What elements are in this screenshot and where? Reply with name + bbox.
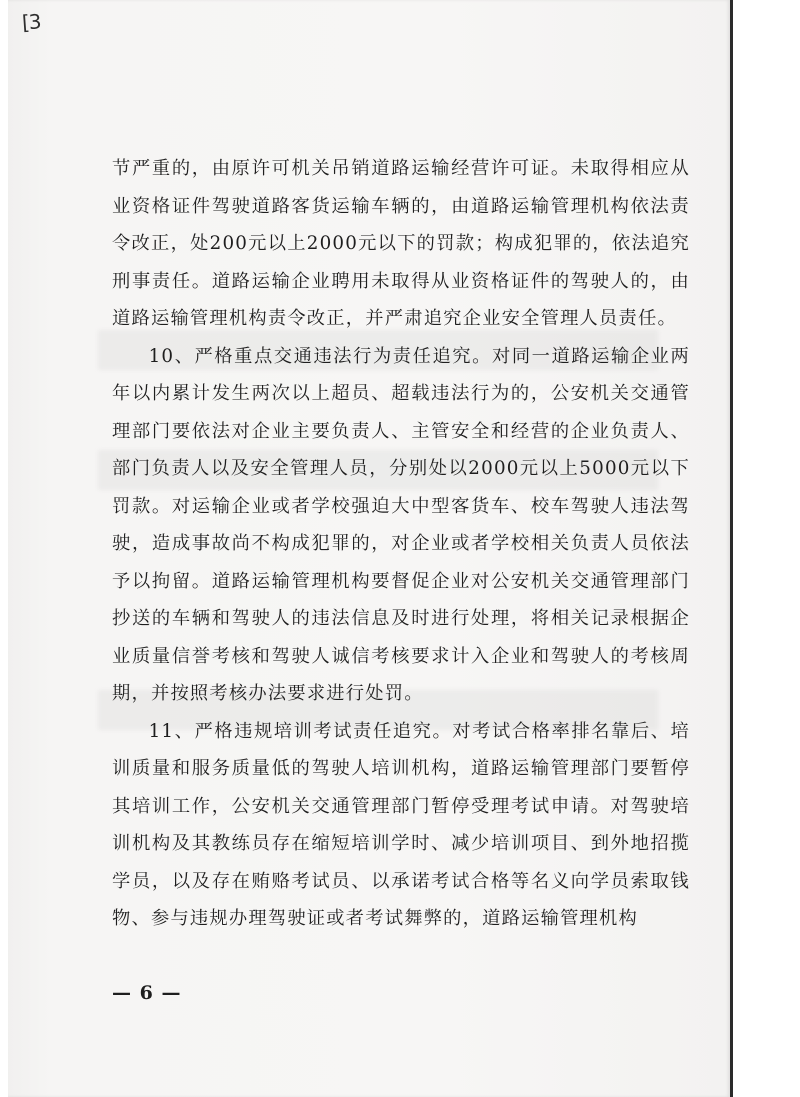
page-number: — 6 — bbox=[112, 982, 182, 1004]
handwritten-margin-mark: [3 bbox=[21, 9, 42, 35]
paragraph-item-11: 11、严格违规培训考试责任追究。对考试合格率排名靠后、培训质量和服务质量低的驾驶人培训机构，道路运输管理部门要暂停其培训工作，公安机关交通管理部门暂停受理考试申请。对驾驶培训机构及其教练员存在缩短培训学时、减少培训项目、到外地招揽学员，以及存在贿赂考试员、以承诺考试合格等名义向学员索取钱物、参与违规办理驾驶证或者考试舞弊的，道路运输管理机构 bbox=[112, 720, 690, 929]
document-body bbox=[112, 150, 690, 938]
scan-edge-line bbox=[730, 0, 733, 1097]
paragraph-continuation: 节严重的，由原许可机关吊销道路运输经营许可证。未取得相应从业资格证件驾驶道路客货运输车辆的，由道路运输管理机构依法责令改正，处200元以上2000元以下的罚款；构成犯罪的，依法追究刑事责任。道路运输企业聘用未取得从业资格证件的驾驶人的，由道路运输管理机构责令改正，并严肃追究企业安全管理人员责任。 bbox=[112, 158, 690, 329]
paragraph-item-10: 10、严格重点交通违法行为责任追究。对同一道路运输企业两年以内累计发生两次以上超员、超载违法行为的，公安机关交通管理部门要依法对企业主要负责人、主管安全和经营的企业负责人、部门负责人以及安全管理人员，分别处以2000元以上5000元以下罚款。对运输企业或者学校强迫大中型客货车、校车驾驶人违法驾驶，造成事故尚不构成犯罪的，对企业或者学校相关负责人员依法予以拘留。道路运输管理机构要督促企业对公安机关交通管理部门抄送的车辆和驾驶人的违法信息及时进行处理，将相关记录根据企业质量信誉考核和驾驶人诚信考核要求计入企业和驾驶人的考核周期，并按照考核办法要求进行处罚。 bbox=[112, 345, 690, 704]
